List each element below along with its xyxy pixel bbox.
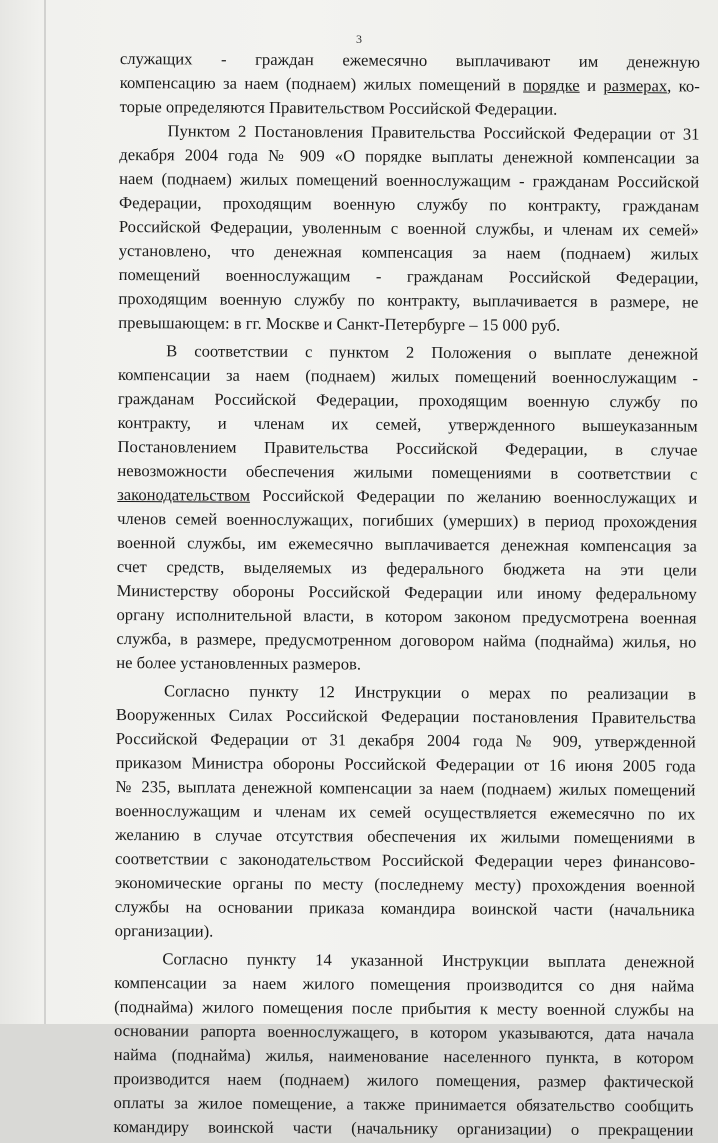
text-line: невозможности обеспечения жилыми помещениями в соответствии с — [117, 460, 698, 484]
text-line: законодательством Российской Федерации по желанию военнослужащих и — [117, 484, 698, 508]
text-line: декабря 2004 года № 909 «О порядке выплаты денежной компенсации за — [119, 144, 700, 168]
text-line: службы на основании приказа командира воинской части (начальника — [114, 896, 695, 920]
text-line: приказом Министра обороны Российской Федерации от 16 июня 2005 года — [115, 752, 696, 776]
text-line: военной службы, им ежемесячно выплачивается денежная компенсация за — [116, 532, 698, 556]
text-line: контракту, и членам их семей, утвержденного вышеуказанным — [117, 412, 698, 436]
paragraph-start: Согласно пункту 14 указанной Инструкции выплата денежной — [162, 949, 695, 972]
text-line: счет средств, выделяемых из федерального бюджета на эти цели — [116, 556, 697, 580]
text-line: найма (поднайма) жилья, наименование населенного пункта, в котором — [113, 1044, 694, 1068]
text-line: помещений военнослужащим - гражданам Российской Федерации, — [118, 264, 699, 288]
page-fold-shadow — [44, 0, 46, 1024]
text-line: не более установленных размеров. — [116, 652, 362, 674]
text-line: соответствии с законодательством Российской Федерации через финансово- — [114, 848, 696, 872]
text-line: установлено, что денежная компенсация за наем (поднаем) жилых — [118, 240, 699, 264]
link-razmerakh[interactable]: размерах — [603, 75, 668, 96]
text-line: Российской Федерации, уволенным с военной службы, и членам их семей» — [118, 216, 699, 240]
text-line: оплаты за жилое помещение, а также принимается обязательство сообщить — [113, 1092, 694, 1116]
text-line: экономические органы по месту (последнему месту) прохождения военной — [114, 872, 695, 896]
text-line: служащих - граждан ежемесячно выплачивают им денежную — [119, 48, 700, 72]
paragraph-start: Согласно пункту 12 Инструкции о мерах по реализации в — [164, 681, 697, 704]
text-line: служба, в размере, предусмотренном договором найма (поднайма) жилья, но — [116, 628, 697, 652]
text-line: торые определяются Правительством Российской Федерации. — [119, 96, 558, 119]
page-number: 3 — [356, 32, 362, 46]
text-line: Вооруженных Силах Российской Федерации постановления Правительства — [115, 704, 696, 728]
text-line: превышающем: в гг. Москве и Санкт-Петербурге – 15 000 руб. — [118, 312, 561, 335]
text-line: производится наем (поднаем) жилого помещения, размер фактической — [113, 1068, 694, 1092]
link-zakonodatelstvom[interactable]: законодательством — [117, 484, 251, 505]
text-line: (поднайма) жилого помещения после прибытия к месту военной службы на — [114, 996, 695, 1020]
text-line: наем (поднаем) жилых помещений военнослужащим - гражданам Российской — [119, 168, 700, 192]
text-line: Российской Федерации от 31 декабря 2004 года № 909, утвержденной — [115, 728, 696, 752]
text-line: командиру воинской части (начальнику организации) о прекращении — [113, 1116, 694, 1140]
text-line: гражданам Российской Федерации, проходящим военную службу по — [117, 388, 698, 412]
text-line: № 235, выплата денежной компенсации за наем (поднаем) жилых помещений — [115, 776, 696, 800]
link-poryadke[interactable]: порядке — [523, 75, 580, 95]
text-line: органу исполнительной власти, в котором законом предусмотрена военная — [116, 604, 697, 628]
text-line: желанию в случае отсутствия обеспечения их жилыми помещениями в — [115, 824, 696, 848]
text-line: членов семей военнослужащих, погибших (умерших) в период прохождения — [117, 508, 698, 532]
text-line: организации). — [114, 920, 214, 941]
document-body — [113, 47, 700, 1143]
text-line: Постановлением Правительства Российской Федерации, в случае — [117, 436, 698, 460]
text-line: основании рапорта военнослужащего, в котором указываются, дата начала — [113, 1020, 695, 1044]
text-line: компенсации за наем (поднаем) жилых помещений военнослужащим - — [117, 364, 699, 388]
text-line: проходящим военную службу по контракту, выплачивается в размере, не — [118, 288, 699, 312]
paragraph-start: Пунктом 2 Постановления Правительства Российской Федерации от 31 — [167, 121, 700, 144]
text-line: компенсации за наем жилого помещения производится со дня найма — [114, 972, 695, 996]
text-line: Министерству обороны Российской Федерации или иному федеральному — [116, 580, 697, 604]
paragraph-start: В соответствии с пунктом 2 Положения о выплате денежной — [166, 341, 699, 364]
text-line: Федерации, проходящим военную службу по контракту, гражданам — [118, 192, 700, 216]
text-line: компенсацию за наем (поднаем) жилых помещений в порядке и размерах, ко- — [119, 72, 700, 96]
text-line: военнослужащим и членам их семей осуществляется ежемесячно по их — [115, 800, 696, 824]
